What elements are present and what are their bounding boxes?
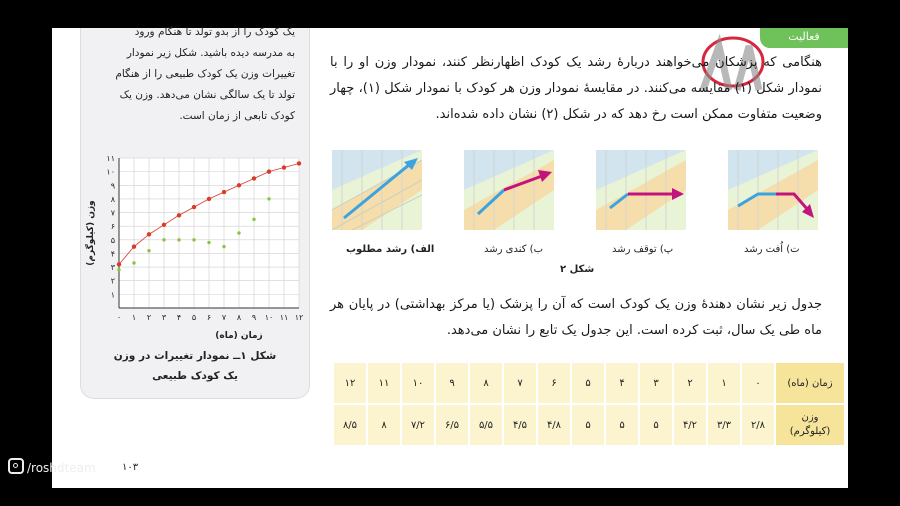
figure2-caption: شکل ۲ <box>560 264 595 275</box>
data-point <box>207 197 211 201</box>
month-cell: ۱۱ <box>368 363 400 403</box>
month-cell: ۹ <box>436 363 468 403</box>
weight-cell: ۳/۳ <box>708 405 740 445</box>
x-tick-label: ۱۱ <box>279 313 289 322</box>
weight-cell: ۸ <box>368 405 400 445</box>
x-tick-label: ۳ <box>161 313 167 322</box>
data-point <box>117 262 121 266</box>
data-point <box>177 213 181 217</box>
data-point <box>132 261 135 264</box>
instagram-icon <box>8 458 24 474</box>
y-tick-label: ۱۰ <box>106 167 115 177</box>
row-header-months: زمان (ماه) <box>776 363 844 403</box>
data-point <box>237 231 240 234</box>
header-weight-line: وزن <box>801 412 819 423</box>
sidebar-line: تولد تا یک سالگی نشان می‌دهد. وزن یک <box>119 89 295 101</box>
x-tick-label: ۱۰ <box>264 313 274 322</box>
data-point <box>267 197 270 200</box>
sidebar-line: به مدرسه دیده باشید. شکل زیر نمودار <box>126 47 295 59</box>
data-point <box>117 268 120 271</box>
watermark-text: /roshdteam <box>27 461 96 475</box>
data-point <box>222 190 226 194</box>
data-point <box>177 238 180 241</box>
month-cell: ۳ <box>640 363 672 403</box>
sidebar-paragraph <box>90 22 295 127</box>
intro-paragraph: هنگامی که پزشکان می‌خواهند دربارهٔ رشد یک کودک اظهارنظر کنند، نمودار وزن او را با نمودار شکل (۱) مقایسه می‌کنند. در مقایسهٔ نمودار وزن هر کودک با نمودار شکل (۱)، چهار وضعیت متفاوت ممکن است رخ دهد که در شکل (۲) نشان داده شده‌اند. <box>330 55 822 122</box>
weight-table <box>332 361 846 447</box>
y-tick-label: ۱۱ <box>106 154 115 163</box>
panel-slow-growth <box>464 150 554 230</box>
data-point <box>252 176 256 180</box>
caption-line: شکل ۱ــ نمودار تغییرات در وزن <box>113 350 277 362</box>
x-axis-label: زمان (ماه) <box>215 331 263 341</box>
table-intro-paragraph: جدول زیر نشان دهندهٔ وزن یک کودک است که آن را پزشک (یا مرکز بهداشتی) در پایان هر ماه طی یک سال، ثبت کرده است. این جدول یک تابع را نشان می‌دهد. <box>330 297 822 338</box>
data-point <box>192 205 196 209</box>
y-tick-label: ۷ <box>110 208 115 218</box>
x-tick-label: ۶ <box>206 313 212 322</box>
x-tick-label: ۱۲ <box>294 313 304 322</box>
weight-cell: ۲/۸ <box>742 405 774 445</box>
panel-good-growth <box>332 150 422 230</box>
panel-label-decline: ت) اُفت رشد <box>744 244 800 255</box>
sidebar-box <box>80 28 310 399</box>
month-cell: ۴ <box>606 363 638 403</box>
sidebar-line: تغییرات وزن یک کودک طبیعی را از هنگام <box>115 68 295 80</box>
panel-label-stopped: پ) توقف رشد <box>612 244 674 255</box>
x-tick-label: ۴ <box>176 313 182 322</box>
data-point <box>222 245 225 248</box>
weight-cell: ۵ <box>572 405 604 445</box>
month-cell: ۶ <box>538 363 570 403</box>
y-tick-label: ۴ <box>110 249 115 259</box>
weight-cell: ۴/۵ <box>504 405 536 445</box>
weight-cell: ۸/۵ <box>334 405 366 445</box>
activity-tab: فعالیت <box>760 28 848 48</box>
month-cell: ۰ <box>742 363 774 403</box>
sidebar-line: یک کودک را از بدو تولد تا هنگام ورود <box>134 26 295 38</box>
data-point <box>207 241 210 244</box>
x-tick-label: ۹ <box>251 313 257 322</box>
weight-cell: ۵ <box>640 405 672 445</box>
x-tick-label: ۵ <box>191 313 197 322</box>
weight-cell: ۵/۵ <box>470 405 502 445</box>
month-cell: ۲ <box>674 363 706 403</box>
caption-line: یک کودک طبیعی <box>152 370 238 382</box>
weight-cell: ۴/۸ <box>538 405 570 445</box>
data-point <box>147 249 150 252</box>
x-tick-label: ۰ <box>116 313 122 322</box>
panel-declining-growth <box>728 150 818 230</box>
sidebar-line: کودک تابعی از زمان است. <box>179 110 295 122</box>
data-point <box>147 232 151 236</box>
textbook-page <box>52 28 848 488</box>
y-tick-label: ۸ <box>110 194 115 204</box>
panel-label-good: الف) رشد مطلوب <box>346 244 435 255</box>
panel-label-slow: ب) کندی رشد <box>484 244 543 255</box>
row-header-weights <box>776 405 844 445</box>
weight-cell: ۷/۲ <box>402 405 434 445</box>
data-point <box>252 218 255 221</box>
x-tick-label: ۸ <box>236 313 242 322</box>
weight-cell: ۶/۵ <box>436 405 468 445</box>
data-point <box>132 244 136 248</box>
data-point <box>297 161 301 165</box>
figure1-caption <box>81 346 309 386</box>
header-unit-line: (کیلوگرم) <box>789 426 831 437</box>
month-cell: ۸ <box>470 363 502 403</box>
y-axis-label: وزن (کیلوگرم) <box>86 200 96 266</box>
month-cell: ۱۲ <box>334 363 366 403</box>
data-point <box>237 183 241 187</box>
y-tick-label: ۳ <box>110 263 115 273</box>
month-cell: ۱۰ <box>402 363 434 403</box>
growth-chart <box>81 150 309 350</box>
table-row-weights <box>334 405 844 445</box>
watermark <box>8 458 96 475</box>
x-tick-label: ۱ <box>131 313 137 322</box>
weight-cell: ۴/۲ <box>674 405 706 445</box>
y-tick-label: ۲ <box>110 276 115 286</box>
data-point <box>162 223 166 227</box>
panel-stopped-growth <box>596 150 686 230</box>
y-tick-label: ۱ <box>110 290 115 300</box>
y-tick-label: ۹ <box>110 181 115 191</box>
data-point <box>162 238 165 241</box>
month-cell: ۵ <box>572 363 604 403</box>
data-point <box>282 165 286 169</box>
data-point <box>192 238 195 241</box>
x-tick-label: ۷ <box>221 313 227 322</box>
month-cell: ۷ <box>504 363 536 403</box>
weight-cell: ۵ <box>606 405 638 445</box>
month-cell: ۱ <box>708 363 740 403</box>
y-tick-label: ۵ <box>110 235 115 245</box>
x-tick-label: ۲ <box>146 313 152 322</box>
table-row-months <box>334 363 844 403</box>
y-tick-label: ۶ <box>110 222 115 232</box>
data-point <box>267 169 271 173</box>
page-number: ۱۰۳ <box>122 462 139 473</box>
